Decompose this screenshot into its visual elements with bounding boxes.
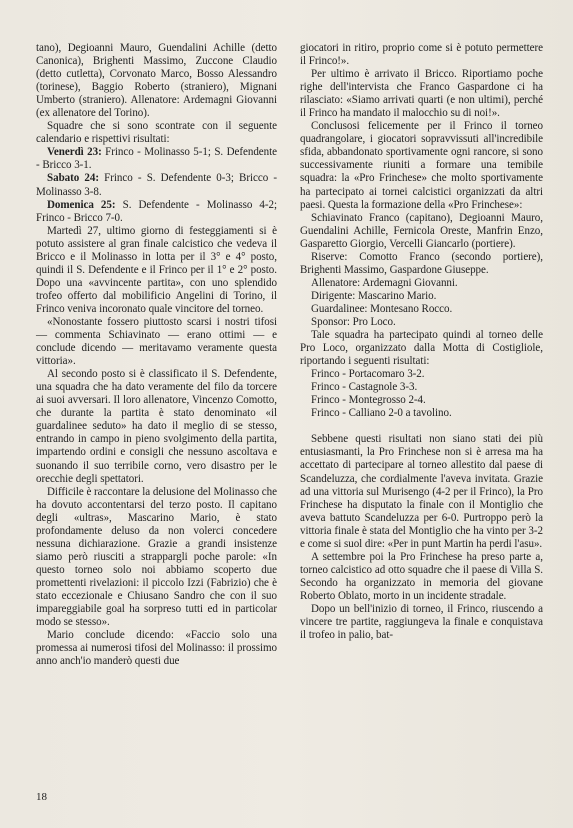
- paragraph: tano), Degioanni Mauro, Guendalini Achille (detto Canonica), Brighenti Massimo, Zuccone Claudio (detto cutletta), Corvonato Marco, Bosso Alessandro (torinese), Baggio Roberto (straniero), Mignani Umberto (straniero). Allenatore: Ardemagni Giovanni (ex allenatore del Torino).: [36, 42, 277, 120]
- schedule-day: [36, 199, 277, 225]
- schedule-day: [36, 172, 277, 198]
- result-line: Frinco - Montegrosso 2-4.: [311, 394, 426, 407]
- paragraph: Sebbene questi risultati non siano stati dei più entusiasmanti, la Pro Frinchese non si è arresa ma ha accettato di partecipare al torneo allestito dal paese di Scandeluzza, che cordialmente l'aveva invitata. Grazie ad una vittoria sul Murisengo (4-2 per il Frinco), la Pro Frinchese ha disputato la finale con il Montiglio che aveva battuto Scandeluzza per 6-0. Purtroppo però la vittoria finale è stata del Montiglio che ha vinto per 3-2 e come si suol dire: «Per in punt Martin ha perdi l'asu».: [300, 433, 543, 550]
- paragraph: Tale squadra ha partecipato quindi al torneo delle Pro Loco, organizzato dalla Motta di Costigliole, riportando i seguenti risultati:: [300, 329, 543, 368]
- left-column: [36, 42, 277, 668]
- paragraph: Squadre che si sono scontrate con il seguente calendario e rispettivi risultati:: [36, 120, 277, 146]
- schedule-day-text: Frinco - S. Defendente 0-3; Bricco - Molinasso 3-8.: [36, 172, 277, 198]
- right-column: [300, 42, 543, 642]
- schedule-day: [36, 146, 277, 172]
- paragraph: Difficile è raccontare la delusione del Molinasso che ha dovuto accontentarsi del terzo posto. Il capitano degli «ultras», Mascarino Mario, è stato profondamente deluso da non volerci concedere nessuna dichiarazione. Grazie a grandi insistenze siamo però riusciti a strappargli poche parole: «In questo torneo solo noi abbiamo scoperto due promettenti rivelazioni: il piccolo Izzi (Fabrizio) che è stato eccezionale e Chiusano Sandro che con il suo impareggiabile goal ha sorpreso tutti ed in particolar modo se stesso».: [36, 485, 277, 629]
- paragraph: Mario conclude dicendo: «Faccio solo una promessa ai numerosi tifosi del Molinasso: il prossimo anno anch'io manderò questi due: [36, 629, 277, 668]
- paragraph: giocatori in ritiro, proprio come si è potuto permettere il Frinco!».: [300, 42, 543, 68]
- paragraph: Per ultimo è arrivato il Bricco. Riportiamo poche righe dell'intervista che Franco Gaspardone ci ha rilasciato: «Siamo arrivati quarti (e non ultimi), perché il Frinco ha mandato il malocchio su di noi!».: [300, 68, 543, 120]
- staff-line: Dirigente: Mascarino Mario.: [311, 289, 437, 302]
- result-line: Frinco - Portacomaro 3-2.: [311, 368, 425, 381]
- paragraph: Conclusosi felicemente per il Frinco il torneo quadrangolare, i giocatori sopravvissuti all'incredibile sfida, abbandonato sportivamente ogni rancore, si sono successivamente riuniti a formare una temibile squadra: la «Pro Frinchese» che molto sportivamente ha partecipato ai tornei calcistici organizzati da altri paesi. Questa la formazione della «Pro Frinchese»:: [300, 120, 543, 211]
- schedule-day-text: S. Defendente - Molinasso 4-2; Frinco - Bricco 7-0.: [36, 198, 277, 224]
- staff-line: Sponsor: Pro Loco.: [311, 315, 396, 328]
- schedule-day-label: Domenica 25:: [47, 198, 116, 211]
- staff-line: Allenatore: Ardemagni Giovanni.: [311, 276, 458, 289]
- schedule-day-label: Venerdì 23:: [47, 146, 102, 159]
- staff-line: Guardalinee: Montesano Rocco.: [311, 302, 453, 315]
- schedule-day-label: Sabato 24:: [47, 172, 99, 185]
- paragraph: Schiavinato Franco (capitano), Degioanni Mauro, Guendalini Achille, Fernicola Oreste, Manfrin Enzo, Gasparetto Giorgio, Vercelli Giancarlo (portiere).: [300, 211, 543, 250]
- result-line: Frinco - Calliano 2-0 a tavolino.: [311, 407, 452, 420]
- paragraph: Al secondo posto si è classificato il S. Defendente, una squadra che ha dato veramente del filo da torcere ai suoi avversari. Il loro allenatore, Vincenzo Comotto, che durante la partita è stato denominato «il guardalinee seduto» ha dato il meglio di se stesso, entrando in campo in pieno svolgimento della partita, impartendo ordini e consigli che nessuno ascoltava e suonando il suo terribile corno, vero disastro per le orecchie degli spettatori.: [36, 368, 277, 485]
- schedule-day-text: Frinco - Molinasso 5-1; S. Defendente - Bricco 3-1.: [36, 146, 277, 172]
- paragraph: A settembre poi la Pro Frinchese ha preso parte a, torneo calcistico ad otto squadre che il paese di Villa S. Secondo ha organizzato in memoria del giovane Roberto Oblato, morto in un incidente stradale.: [300, 550, 543, 602]
- result-line: Frinco - Castagnole 3-3.: [311, 381, 418, 394]
- paragraph: Riserve: Comotto Franco (secondo portiere), Brighenti Massimo, Gaspardone Giuseppe.: [300, 250, 543, 276]
- page-number: 18: [36, 791, 47, 803]
- paragraph: «Nonostante fossero piuttosto scarsi i nostri tifosi — commenta Schiavinato — erano ottimi — e conclude dicendo — meritavamo veramente questa vittoria».: [36, 315, 277, 368]
- paragraph: Dopo un bell'inizio di torneo, il Frinco, riuscendo a vincere tre partite, raggiungeva la finale e conquistava il trofeo in palio, bat-: [300, 602, 543, 642]
- paragraph: Martedì 27, ultimo giorno di festeggiamenti si è potuto assistere al gran finale calcistico che vedeva il Bricco e il Molinasso in lotta per il 3° e 4° posto, quindi il S. Defendente e il Frinco per il 1° e 2° posto. Dopo una «avvincente partita», con uno splendido trofeo offerto dal mobilificio Angelini di Torino, il Frinco veniva incoronato quale vincitore del torneo.: [36, 224, 277, 315]
